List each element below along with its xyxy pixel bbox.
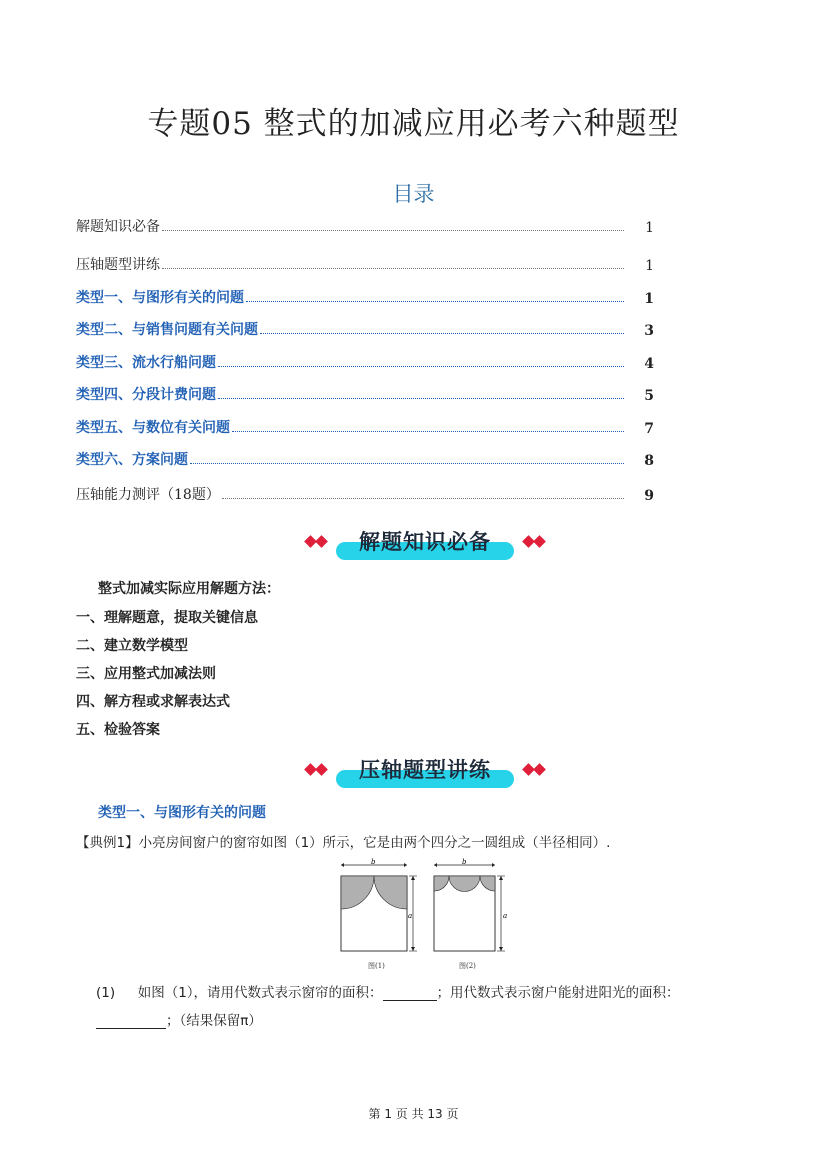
toc-entry-label: 类型五、与数位有关问题 — [76, 420, 230, 436]
question-1-line1 — [96, 981, 680, 1001]
toc-entry-label: 类型三、流水行船问题 — [76, 355, 216, 371]
toc-entry-page: 7 — [644, 421, 654, 437]
figure-2-label-b: b — [462, 858, 467, 866]
toc-entry[interactable] — [76, 285, 654, 307]
toc-entry-label: 类型四、分段计费问题 — [76, 387, 216, 403]
section-banner-knowledge — [300, 524, 550, 566]
toc-leader-dots — [246, 300, 624, 302]
toc-leader-dots — [232, 430, 624, 432]
method-intro: 整式加减实际应用解题方法： — [98, 581, 280, 597]
example-text: 小亮房间窗户的窗帘如图（1）所示，它是由两个四分之一圆组成（半径相同）. — [138, 835, 611, 851]
diamond-icon — [533, 763, 546, 776]
toc-entry-page: 1 — [645, 220, 654, 236]
question-text: ；用代数式表示窗户能射进阳光的面积： — [436, 985, 680, 1001]
method-step: 一、理解题意，提取关键信息 — [76, 610, 258, 626]
toc-entry[interactable] — [76, 214, 654, 236]
figure-1-label-a: a — [408, 912, 413, 920]
method-step: 二、建立数学模型 — [76, 638, 188, 654]
diamond-icon — [315, 763, 328, 776]
toc-entry-page: 8 — [644, 453, 654, 469]
diamond-icon — [533, 535, 546, 548]
method-step: 三、应用整式加减法则 — [76, 666, 216, 682]
toc-entry-page: 4 — [644, 356, 654, 372]
toc-leader-dots — [162, 267, 624, 269]
toc-entry[interactable] — [76, 317, 654, 339]
example-line — [76, 831, 610, 851]
toc-entry-page: 9 — [644, 488, 654, 504]
toc-entry-label: 类型二、与销售问题有关问题 — [76, 322, 258, 338]
page-footer: 第 1 页 共 13 页 — [368, 1107, 459, 1121]
question-text: 如图（1），请用代数式表示窗帘的面积： — [137, 985, 383, 1001]
toc-entry[interactable] — [76, 382, 654, 404]
toc-entry-label: 类型一、与图形有关的问题 — [76, 290, 244, 306]
toc-entry-page: 5 — [644, 388, 654, 404]
toc-entry-label: 压轴能力测评（18题） — [76, 487, 220, 503]
toc-entry[interactable] — [76, 350, 654, 372]
toc-entry[interactable] — [76, 482, 654, 504]
toc-leader-dots — [162, 229, 624, 231]
toc-leader-dots — [190, 462, 624, 464]
toc-entry[interactable] — [76, 415, 654, 437]
curtain-figures — [330, 855, 520, 973]
toc-leader-dots — [218, 397, 624, 399]
question-1-line2 — [96, 1009, 262, 1029]
document-title: 专题05 整式的加减应用必考六种题型 — [147, 106, 680, 142]
method-step: 五、检验答案 — [76, 722, 160, 738]
toc-entry-page: 3 — [644, 323, 654, 339]
toc-entry-page: 1 — [644, 291, 654, 307]
figure-2-label-a: a — [503, 912, 508, 920]
example-tag: 【典例1】 — [76, 835, 139, 851]
method-step: 四、解方程或求解表达式 — [76, 694, 230, 710]
toc-leader-dots — [218, 365, 624, 367]
diamond-icon — [315, 535, 328, 548]
toc-heading: 目录 — [392, 182, 435, 206]
toc-entry-label: 压轴题型讲练 — [76, 257, 160, 273]
toc-entry-label: 类型六、方案问题 — [76, 452, 188, 468]
answer-blank[interactable] — [383, 984, 437, 1001]
figure-1-caption: 图(1) — [368, 962, 385, 970]
toc-entry-label: 解题知识必备 — [76, 219, 160, 235]
toc-entry[interactable] — [76, 252, 654, 274]
section-banner-practice — [300, 752, 550, 794]
figure-1 — [341, 858, 417, 970]
figure-2 — [434, 858, 507, 970]
toc-leader-dots — [222, 497, 624, 499]
toc-entry-page: 1 — [645, 258, 654, 274]
toc-leader-dots — [260, 332, 624, 334]
figure-2-caption: 图(2) — [459, 962, 476, 970]
toc-entry[interactable] — [76, 447, 654, 469]
question-text: ；（结果保留π） — [166, 1013, 262, 1029]
section-title: 类型一、与图形有关的问题 — [98, 805, 266, 821]
answer-blank[interactable] — [96, 1012, 166, 1029]
question-number: (1) — [96, 985, 116, 1001]
figure-1-label-b: b — [371, 858, 376, 866]
banner-title: 压轴题型讲练 — [359, 758, 491, 782]
banner-title: 解题知识必备 — [359, 530, 491, 554]
